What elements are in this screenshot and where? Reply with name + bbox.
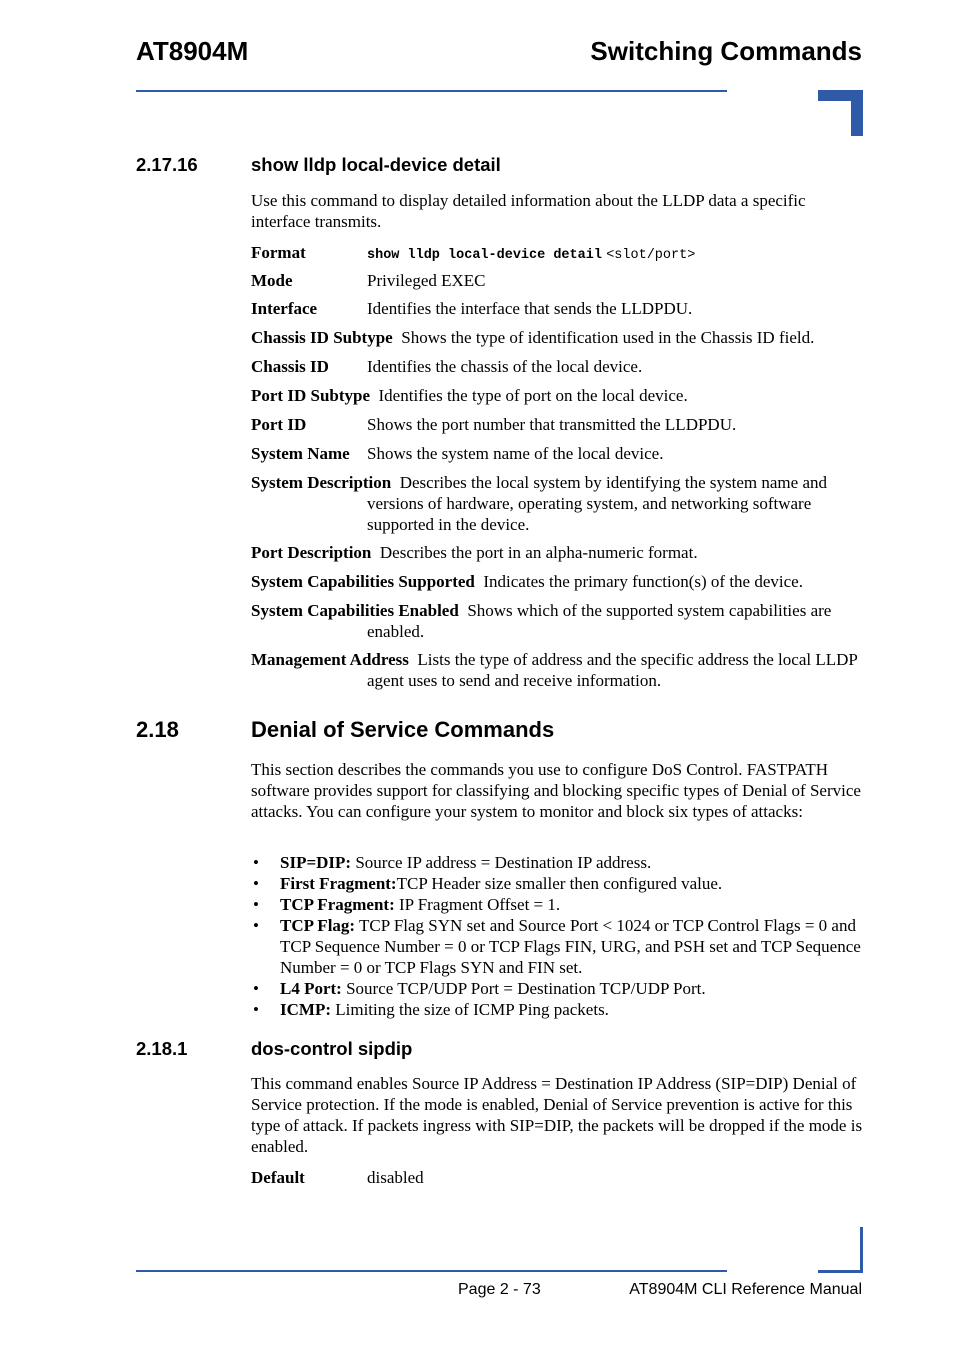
field-term: Port ID xyxy=(251,415,307,434)
field-row-port-id-subtype xyxy=(251,385,863,406)
footer-corner-mark-horizontal xyxy=(818,1270,863,1273)
field-row-system-name xyxy=(251,443,863,464)
field-desc: Indicates the primary function(s) of the device. xyxy=(483,572,803,591)
page-number: Page 2 - 73 xyxy=(458,1281,541,1298)
list-item-term: ICMP: xyxy=(280,1000,331,1019)
field-desc: Describes the local system by identifying the system name and versions of hardware, operating system, and networking software supported in the device. xyxy=(367,473,827,534)
field-term: Mode xyxy=(251,271,293,290)
field-desc: Shows the type of identification used in the Chassis ID field. xyxy=(401,328,815,347)
bullet-icon: • xyxy=(253,979,259,998)
bullet-icon: • xyxy=(253,916,259,935)
field-term: Port ID Subtype xyxy=(251,386,371,405)
bullet-icon: • xyxy=(253,895,259,914)
list-item xyxy=(251,894,863,915)
format-command: show lldp local-device detail xyxy=(367,248,602,263)
field-term: System Name xyxy=(251,444,350,463)
field-desc: Lists the type of address and the specific address the local LLDP agent uses to send and receive information. xyxy=(367,650,858,690)
list-item xyxy=(251,978,863,999)
dos-intro-paragraph: This section describes the commands you use to configure DoS Control. FASTPATH software provides support for classifying and blocking specific types of Denial of Service attacks. You can configure your system to monitor and block six types of attacks: xyxy=(251,760,861,821)
default-label: Default xyxy=(251,1168,305,1187)
header-product: AT8904M xyxy=(136,36,249,66)
field-term: System Description xyxy=(251,473,392,492)
list-item-desc: Limiting the size of ICMP Ping packets. xyxy=(330,1000,609,1019)
field-desc: Identifies the type of port on the local device. xyxy=(378,386,688,405)
header-corner-mark-vertical xyxy=(851,90,863,136)
field-row-management-address xyxy=(251,649,863,691)
attack-types-list xyxy=(251,852,863,1020)
default-value: disabled xyxy=(367,1168,424,1187)
section-number: 2.18 xyxy=(136,717,179,742)
field-term: System Capabilities Supported xyxy=(251,572,475,591)
section-title: show lldp local-device detail xyxy=(251,154,501,175)
list-item-desc: IP Fragment Offset = 1. xyxy=(394,895,561,914)
list-item xyxy=(251,915,863,978)
format-argument: <slot/port> xyxy=(606,248,696,263)
header-chapter: Switching Commands xyxy=(590,36,862,66)
bullet-icon: • xyxy=(253,874,259,893)
footer-corner-mark xyxy=(860,1227,863,1273)
field-term: Port Description xyxy=(251,543,372,562)
section-title: Denial of Service Commands xyxy=(251,717,555,742)
field-row-system-capabilities-supported xyxy=(251,571,863,592)
field-row-system-capabilities-enabled xyxy=(251,600,863,642)
footer-rule xyxy=(136,1270,727,1272)
field-term: System Capabilities Enabled xyxy=(251,601,459,620)
list-item-desc: Source TCP/UDP Port = Destination TCP/UDP Port. xyxy=(341,979,706,998)
header-rule xyxy=(136,90,727,92)
field-term: Chassis ID xyxy=(251,357,329,376)
field-term: Interface xyxy=(251,299,318,318)
list-item-term: SIP=DIP: xyxy=(280,853,352,872)
section-heading-2-18-1 xyxy=(136,1038,412,1060)
field-row-mode xyxy=(251,270,863,291)
field-desc: Privileged EXEC xyxy=(367,271,486,290)
list-item-term: TCP Fragment: xyxy=(280,895,395,914)
field-desc: Shows which of the supported system capabilities are enabled. xyxy=(367,601,832,641)
field-row-port-description xyxy=(251,542,863,563)
field-desc: Shows the port number that transmitted the LLDPDU. xyxy=(367,415,737,434)
format-row xyxy=(251,242,863,266)
section-number: 2.18.1 xyxy=(136,1038,188,1059)
field-desc: Describes the port in an alpha-numeric format. xyxy=(379,543,698,562)
list-item xyxy=(251,852,863,873)
default-row xyxy=(251,1167,863,1188)
list-item-desc: TCP Flag SYN set and Source Port < 1024 or TCP Control Flags = 0 and TCP Sequence Number = 0 or TCP Flags FIN, URG, and PSH set and TCP Sequence Number = 0 or TCP Flags SYN and FIN set. xyxy=(280,916,861,977)
field-desc: Shows the system name of the local device. xyxy=(367,444,664,463)
field-desc: Identifies the chassis of the local device. xyxy=(367,357,643,376)
list-item-desc: TCP Header size smaller then configured value. xyxy=(396,874,723,893)
section-title: dos-control sipdip xyxy=(251,1038,413,1059)
list-item xyxy=(251,999,863,1020)
bullet-icon: • xyxy=(253,853,259,872)
list-item-term: L4 Port: xyxy=(280,979,342,998)
section-number: 2.17.16 xyxy=(136,154,198,175)
field-row-port-id xyxy=(251,414,863,435)
bullet-icon: • xyxy=(253,1000,259,1019)
sipdip-intro-paragraph: This command enables Source IP Address = Destination IP Address (SIP=DIP) Denial of Service protection. If the mode is enabled, Denial of Service prevention is active for this type of attack. If packets ingress with SIP=DIP, the packets will be dropped if the mode is enabled. xyxy=(251,1074,863,1156)
intro-paragraph: Use this command to display detailed information about the LLDP data a specific interface transmits. xyxy=(251,191,806,231)
field-desc: Identifies the interface that sends the LLDPDU. xyxy=(367,299,693,318)
list-item-term: First Fragment: xyxy=(280,874,397,893)
list-item-desc: Source IP address = Destination IP address. xyxy=(351,853,652,872)
format-label: Format xyxy=(251,243,306,262)
field-row-system-description xyxy=(251,472,863,535)
field-term: Management Address xyxy=(251,650,409,669)
list-item xyxy=(251,873,863,894)
field-row-interface xyxy=(251,298,863,319)
list-item-term: TCP Flag: xyxy=(280,916,356,935)
field-row-chassis-id-subtype xyxy=(251,327,863,348)
section-heading-2-18 xyxy=(136,717,554,743)
field-row-chassis-id xyxy=(251,356,863,377)
field-term: Chassis ID Subtype xyxy=(251,328,393,347)
manual-title: AT8904M CLI Reference Manual xyxy=(629,1281,862,1298)
section-heading-2-17-16 xyxy=(136,154,501,176)
